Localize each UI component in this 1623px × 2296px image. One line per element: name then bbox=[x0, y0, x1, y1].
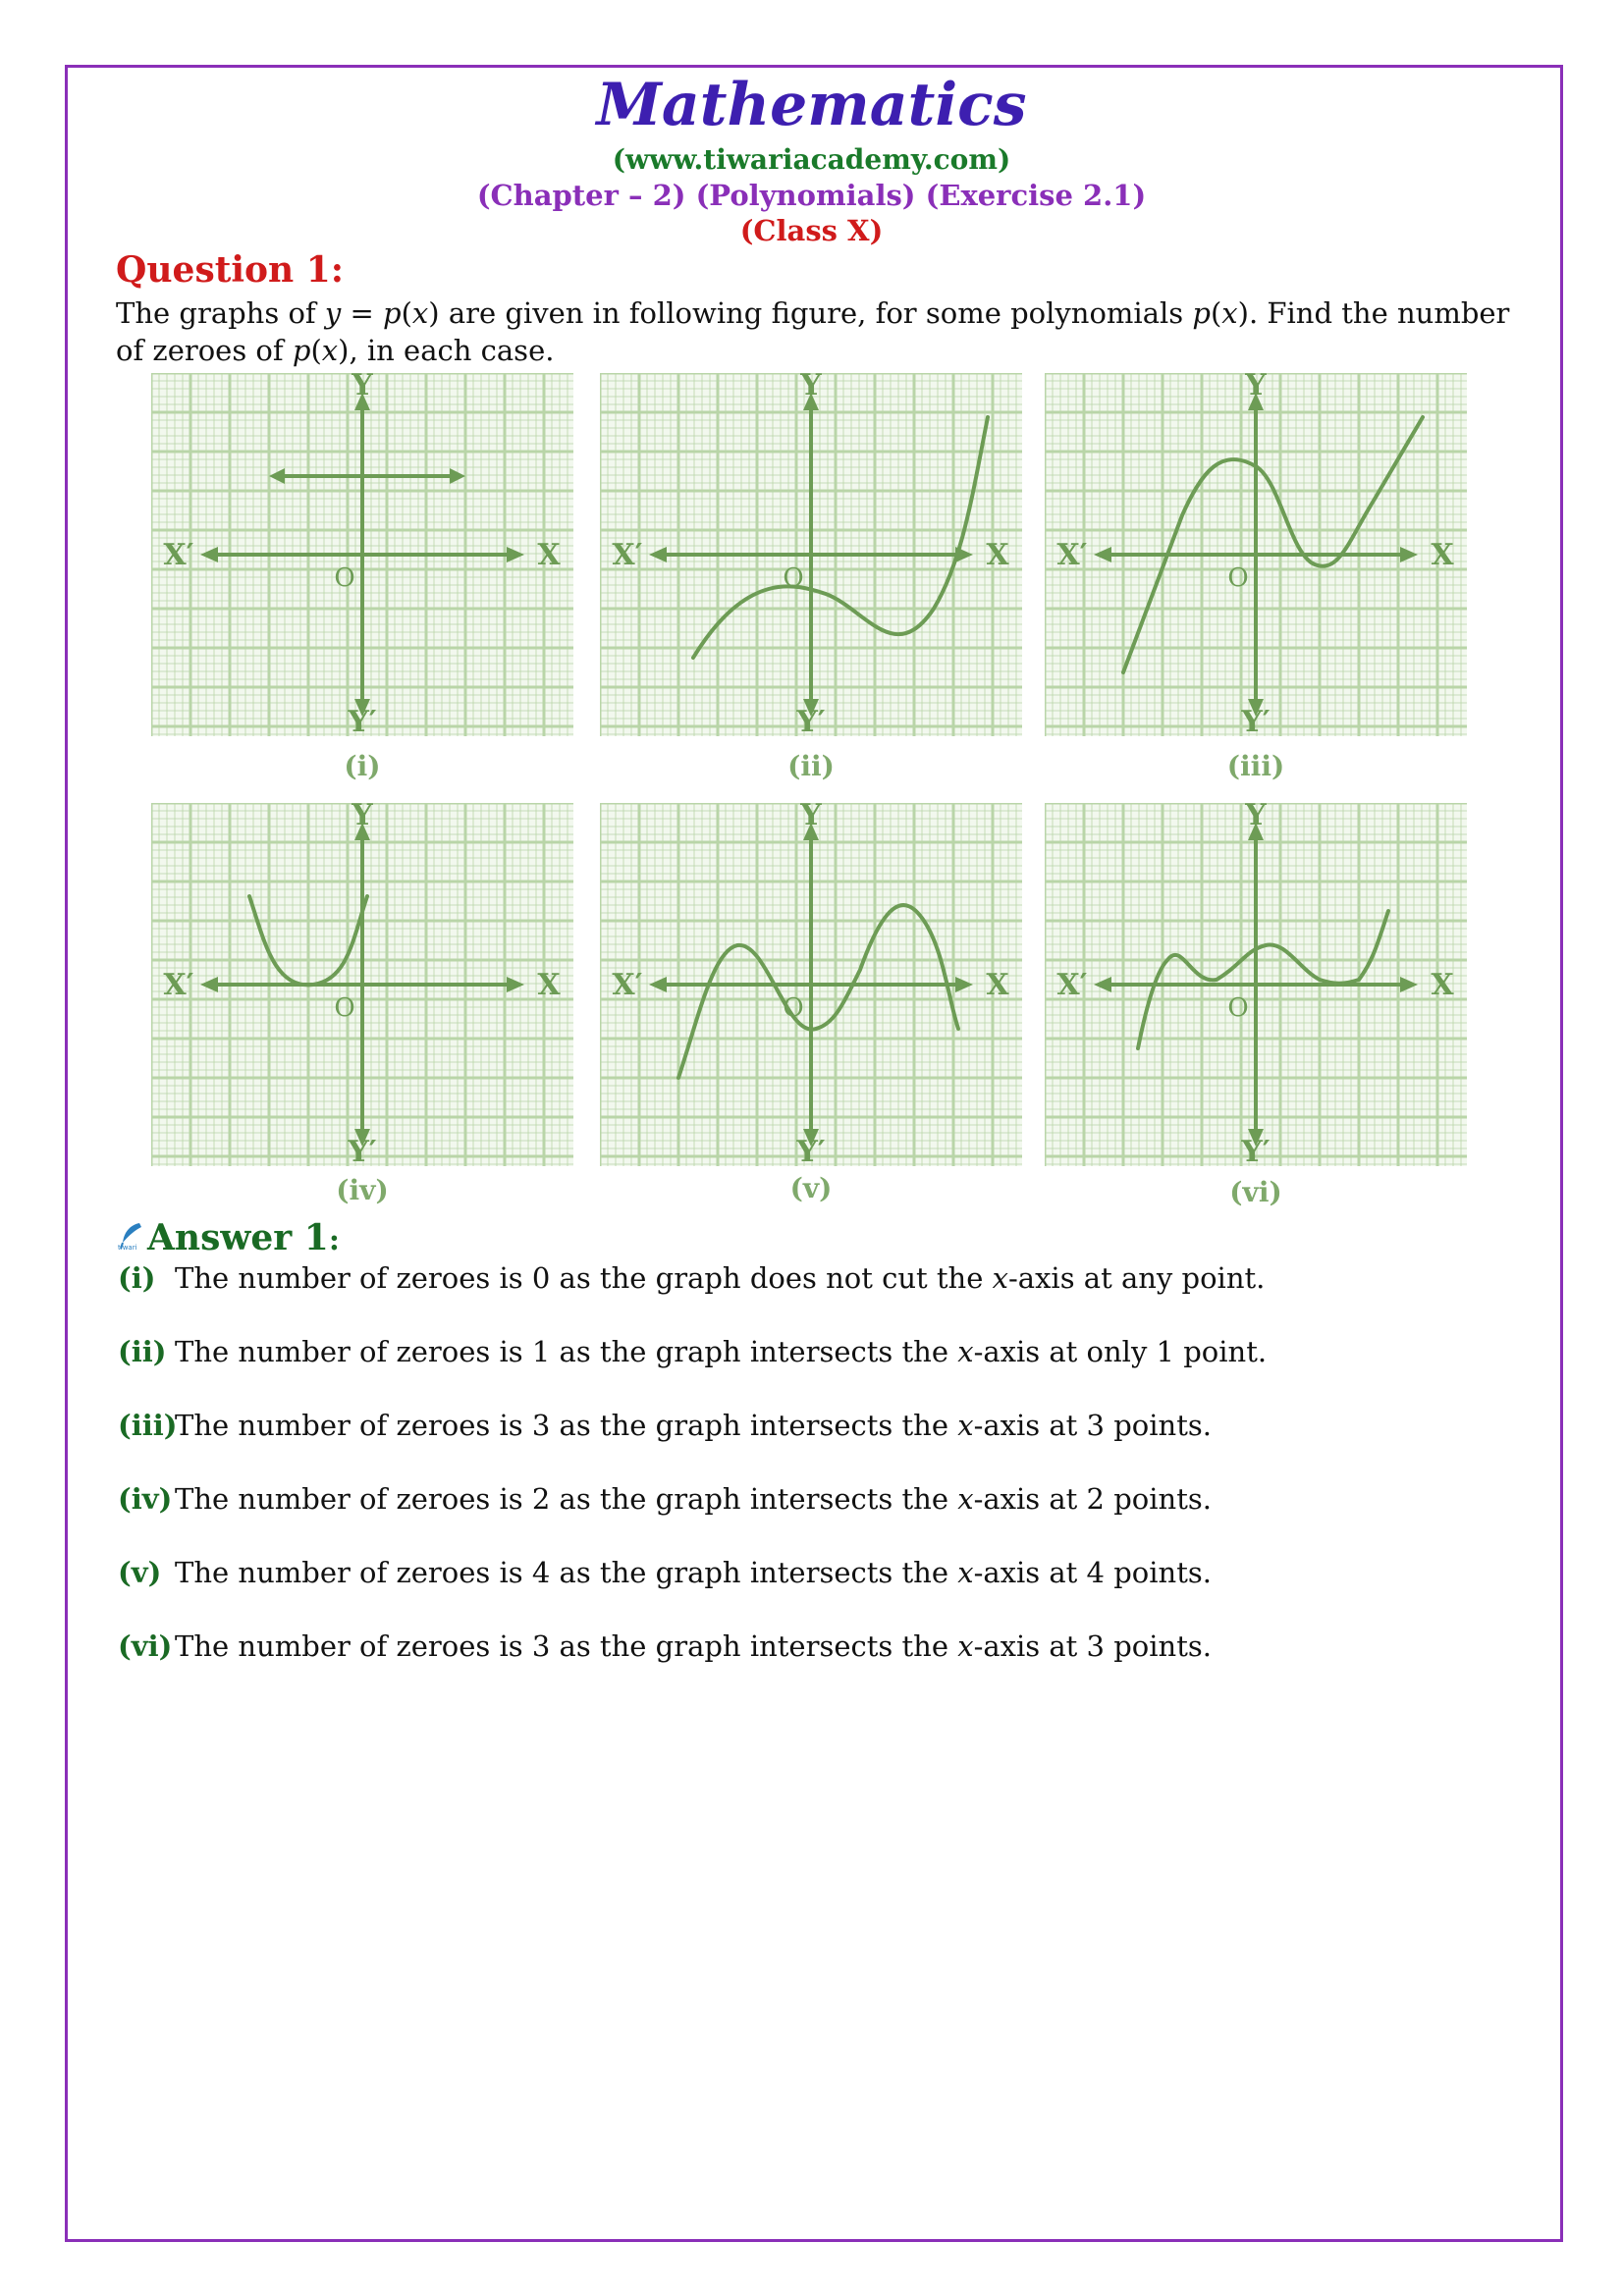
class-line: (Class X) bbox=[739, 214, 884, 247]
origin-label: O bbox=[1227, 563, 1249, 593]
graph-iii bbox=[1045, 373, 1467, 736]
x-axis-label: X bbox=[986, 968, 1009, 1002]
graph-label-vi: (vi) bbox=[1229, 1176, 1282, 1208]
answer-item: (ii) The number of zeroes is 1 as the graph intersects the x-axis at only 1 point. bbox=[118, 1335, 1268, 1368]
y-axis-label: Y bbox=[800, 373, 822, 402]
chapter-line: (Chapter – 2) (Polynomials) (Exercise 2.1) bbox=[476, 179, 1147, 212]
answer-heading: Answer 1: bbox=[147, 1217, 340, 1258]
answer-item: (vi)The number of zeroes is 3 as the graph intersects the x-axis at 3 points. bbox=[118, 1629, 1212, 1663]
origin-label: O bbox=[1227, 993, 1249, 1023]
x-axis-label: X bbox=[1431, 538, 1454, 572]
y-neg-axis-label: Y′ bbox=[796, 1135, 826, 1166]
origin-label: O bbox=[783, 563, 804, 593]
x-neg-axis-label: X′ bbox=[1056, 968, 1088, 1002]
answer-item: (iii)The number of zeroes is 3 as the graph intersects the x-axis at 3 points. bbox=[118, 1409, 1212, 1442]
answer-item: (i) The number of zeroes is 0 as the graph does not cut the x-axis at any point. bbox=[118, 1261, 1266, 1295]
graph-label-i: (i) bbox=[344, 750, 381, 782]
x-neg-axis-label: X′ bbox=[612, 968, 643, 1002]
y-axis-label: Y bbox=[1245, 803, 1267, 832]
origin-label: O bbox=[783, 993, 804, 1023]
graph-v bbox=[600, 803, 1022, 1166]
x-axis-label: X bbox=[1431, 968, 1454, 1002]
y-axis-label: Y bbox=[800, 803, 822, 832]
x-axis-label: X bbox=[537, 538, 561, 572]
graph-vi bbox=[1045, 803, 1467, 1166]
y-neg-axis-label: Y′ bbox=[348, 1135, 377, 1166]
origin-label: O bbox=[334, 563, 355, 593]
answer-item: (iv)The number of zeroes is 2 as the graph intersects the x-axis at 2 points. bbox=[118, 1482, 1212, 1516]
graph-label-iii: (iii) bbox=[1226, 750, 1285, 782]
graph-ii bbox=[600, 373, 1022, 736]
y-axis-label: Y bbox=[352, 803, 373, 832]
y-axis-label: Y bbox=[1245, 373, 1267, 402]
y-neg-axis-label: Y′ bbox=[1241, 1135, 1271, 1166]
y-neg-axis-label: Y′ bbox=[796, 705, 826, 736]
graph-label-iv: (iv) bbox=[336, 1174, 389, 1206]
y-axis-label: Y bbox=[352, 373, 373, 402]
x-neg-axis-label: X′ bbox=[1056, 538, 1088, 572]
x-axis-label: X bbox=[537, 968, 561, 1002]
graph-iv bbox=[151, 803, 573, 1166]
question-heading: Question 1: bbox=[116, 249, 345, 291]
y-neg-axis-label: Y′ bbox=[1241, 705, 1271, 736]
graph-label-v: (v) bbox=[789, 1172, 833, 1204]
x-neg-axis-label: X′ bbox=[163, 538, 194, 572]
graph-i bbox=[151, 373, 573, 736]
x-axis-label: X bbox=[986, 538, 1009, 572]
x-neg-axis-label: X′ bbox=[163, 968, 194, 1002]
question-text: The graphs of y = p(x) are given in following figure, for some polynomials p(x). Find the number of zeroes of p(x), in each case. bbox=[116, 296, 1510, 367]
svg-text:tiwari: tiwari bbox=[118, 1244, 137, 1251]
y-neg-axis-label: Y′ bbox=[348, 705, 377, 736]
answer-item: (v) The number of zeroes is 4 as the graph intersects the x-axis at 4 points. bbox=[118, 1556, 1212, 1589]
graph-label-ii: (ii) bbox=[787, 750, 835, 782]
origin-label: O bbox=[334, 993, 355, 1023]
website-link[interactable]: (www.tiwariacademy.com) bbox=[612, 143, 1011, 176]
x-neg-axis-label: X′ bbox=[612, 538, 643, 572]
page-title: Mathematics bbox=[596, 71, 1027, 139]
